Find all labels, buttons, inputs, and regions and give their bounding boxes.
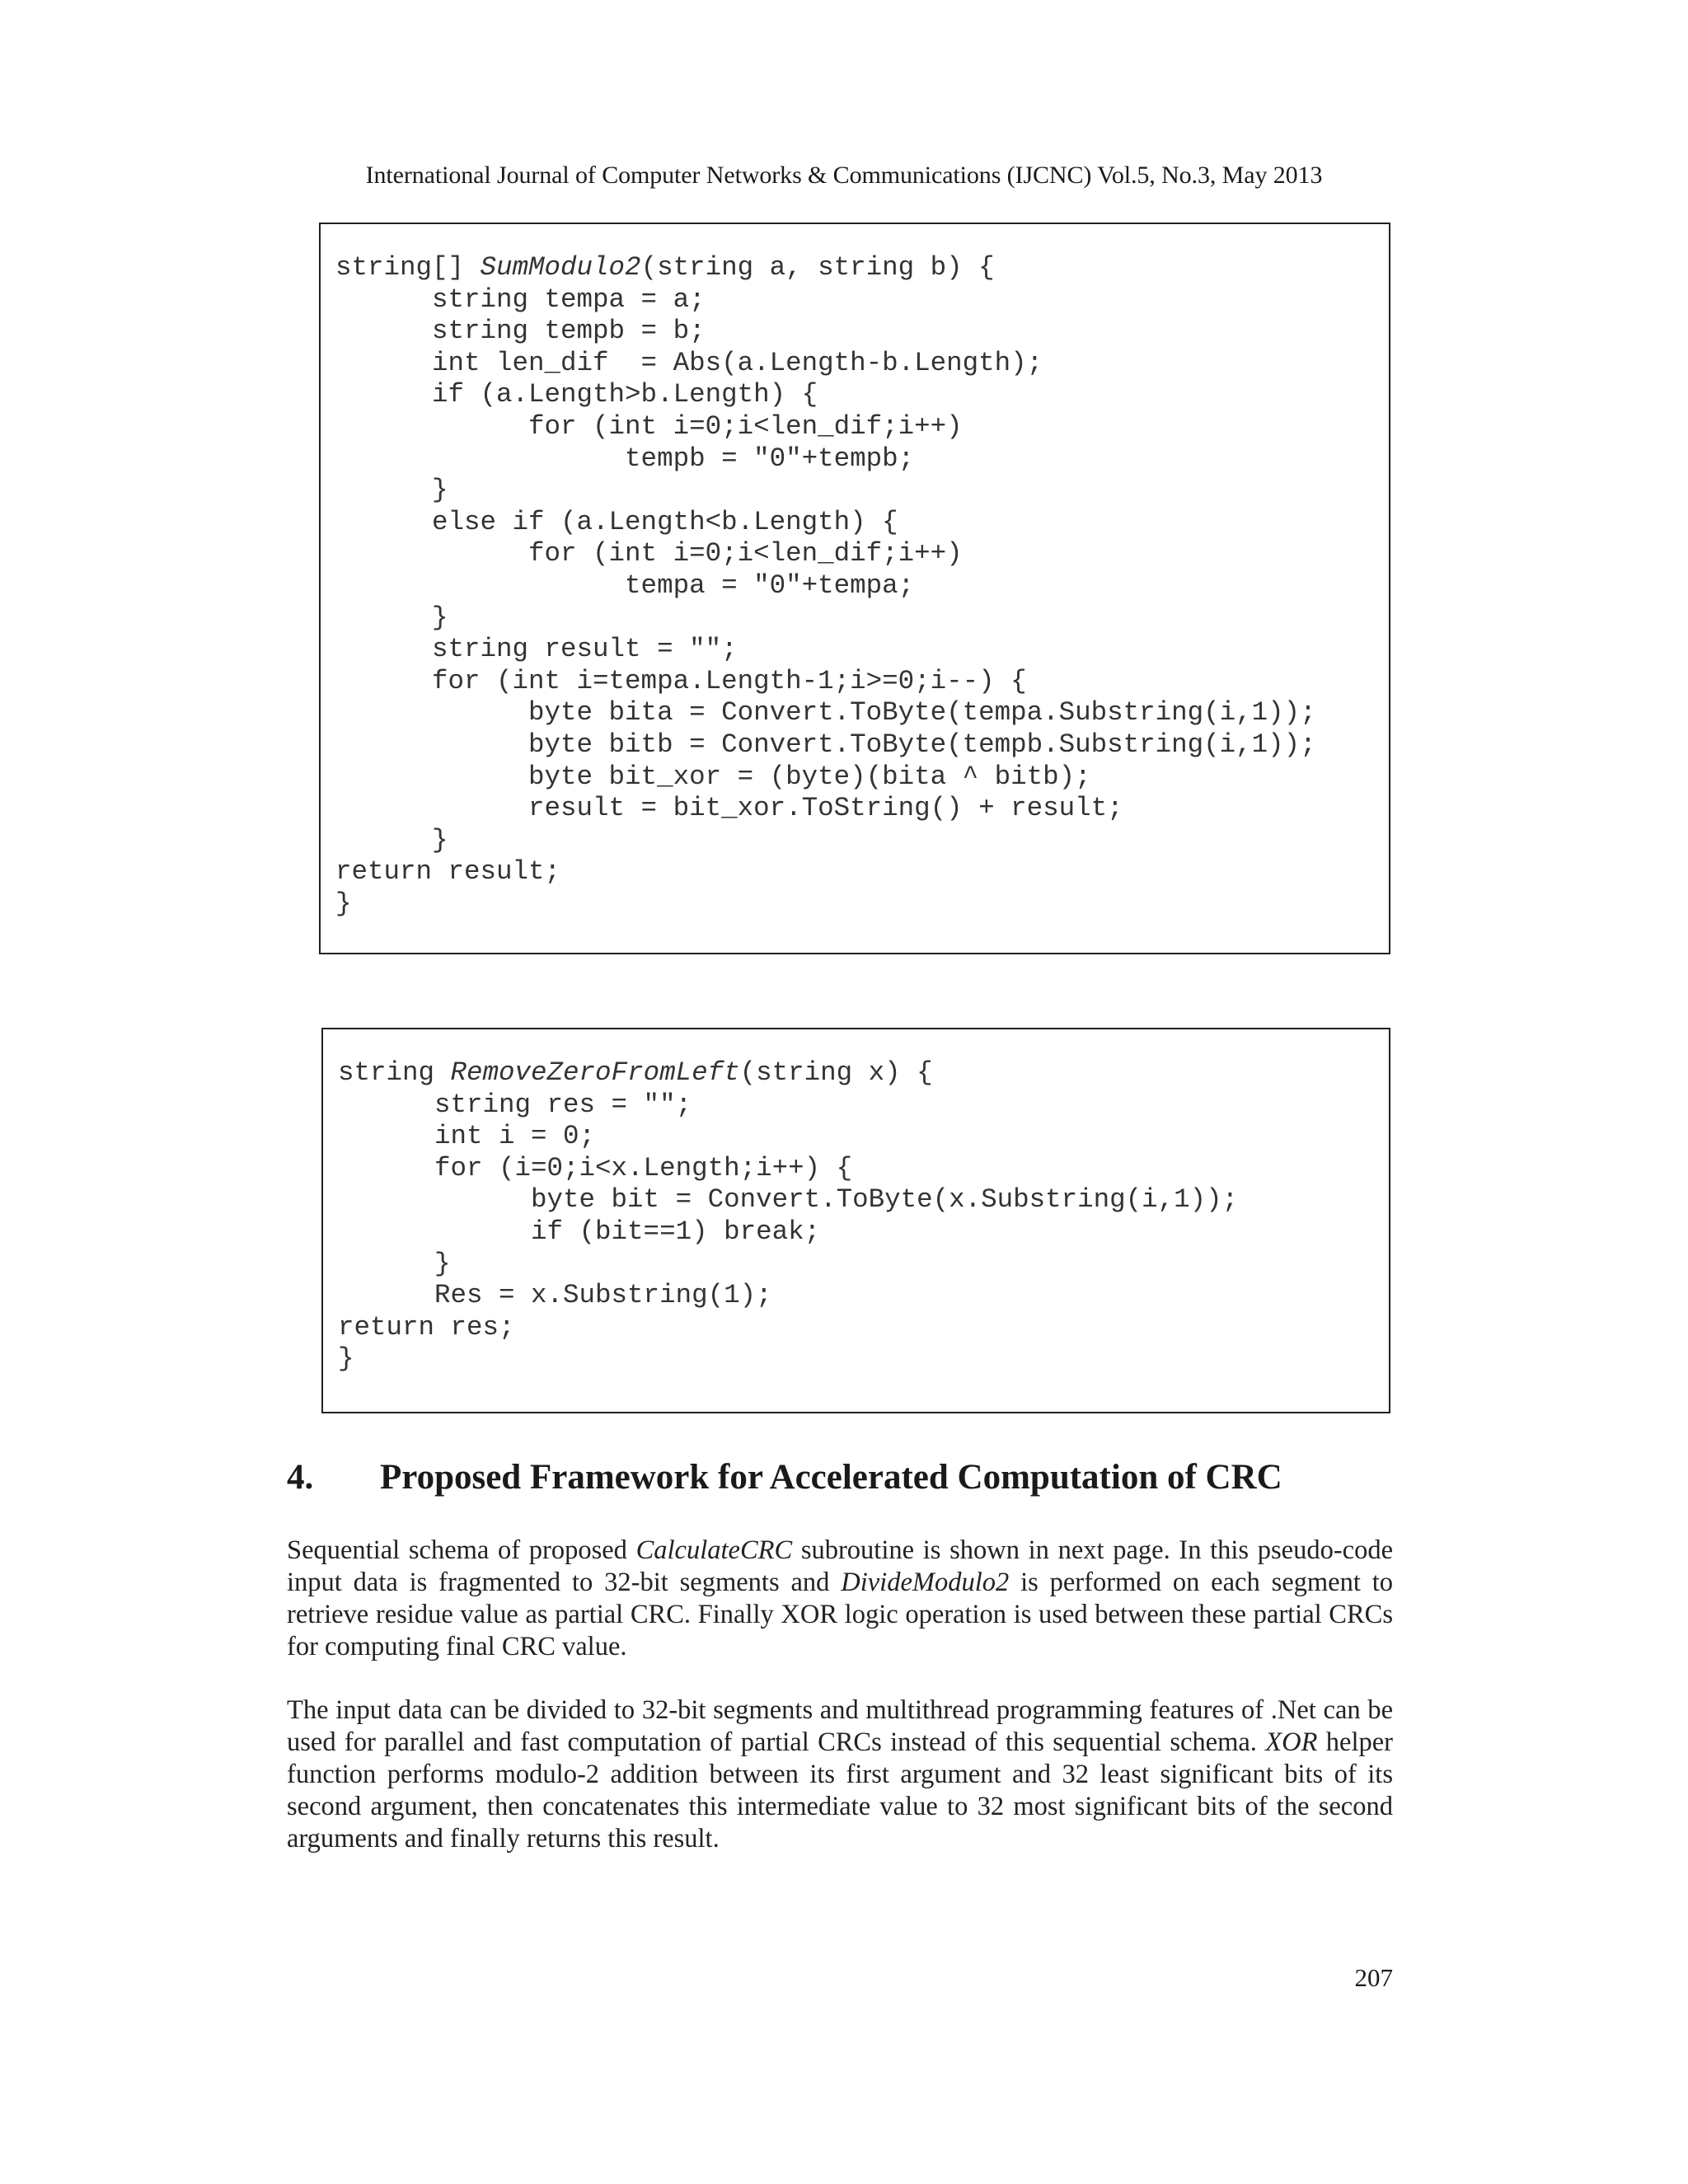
code-lines — [335, 252, 1316, 920]
code-line: byte bit_xor = (byte)(bita ^ bitb); — [335, 761, 1091, 792]
section-heading — [287, 1457, 1282, 1497]
code-line: return res; — [338, 1311, 515, 1343]
code-line: } — [338, 1248, 451, 1279]
code-line: else if (a.Length<b.Length) { — [335, 506, 898, 537]
code-line: string res = ""; — [338, 1089, 692, 1120]
function-name: RemoveZeroFromLeft — [450, 1057, 740, 1088]
italic-term: CalculateCRC — [635, 1535, 793, 1565]
code-line: } — [335, 824, 448, 855]
code-line: string RemoveZeroFromLeft(string x) { — [338, 1057, 933, 1088]
paragraph: The input data can be divided to 32-bit segments and multithread programming features of .Net can be used for parallel and fast computation of partial CRCs instead of this sequential schema. XOR helper function performs modulo-2 addition between its first argument and 32 least significant bits of its second argument, then concatenates this intermediate value to 32 most significant bits of the second arguments and finally returns this result. — [287, 1695, 1394, 1854]
section-number: 4. — [287, 1458, 314, 1497]
page-number: 207 — [1354, 1963, 1393, 1992]
code-line: } — [335, 475, 448, 506]
italic-term: XOR — [1265, 1727, 1318, 1757]
code-line: string result = ""; — [335, 634, 738, 665]
italic-term: DivideModulo2 — [841, 1568, 1010, 1597]
code-line: byte bit = Convert.ToByte(x.Substring(i,1)); — [338, 1184, 1239, 1216]
code-listing-sum-modulo2 — [319, 223, 1390, 954]
code-line: int i = 0; — [338, 1121, 596, 1152]
code-lines — [338, 1057, 1238, 1376]
code-line: Res = x.Substring(1); — [338, 1280, 772, 1311]
code-line: for (int i=0;i<len_dif;i++) — [335, 410, 963, 442]
code-line: if (a.Length>b.Length) { — [335, 379, 818, 410]
code-line: tempa = "0"+tempa; — [335, 569, 915, 601]
code-line: } — [338, 1343, 354, 1375]
code-line: } — [335, 602, 448, 633]
code-line: for (i=0;i<x.Length;i++) { — [338, 1152, 853, 1183]
code-line: string tempa = a; — [335, 284, 706, 315]
code-line: byte bita = Convert.ToByte(tempa.Substring(i,1)); — [335, 697, 1316, 729]
code-line: string tempb = b; — [335, 316, 706, 347]
code-line: tempb = "0"+tempb; — [335, 443, 915, 474]
running-header: International Journal of Computer Networks & Communications (IJCNC) Vol.5, No.3, May 2013 — [365, 162, 1323, 189]
function-name: SumModulo2 — [480, 252, 641, 283]
code-line: result = bit_xor.ToString() + result; — [335, 793, 1123, 824]
code-line: byte bitb = Convert.ToByte(tempb.Substring(i,1)); — [335, 729, 1316, 760]
code-line: string[] SumModulo2(string a, string b) { — [335, 252, 995, 283]
code-line: int len_dif = Abs(a.Length-b.Length); — [335, 347, 1043, 378]
code-line: for (int i=0;i<len_dif;i++) — [335, 538, 963, 569]
code-listing-remove-zero-from-left — [321, 1028, 1390, 1413]
code-line: return result; — [335, 856, 561, 888]
code-line: for (int i=tempa.Length-1;i>=0;i--) { — [335, 665, 1027, 696]
paragraph: Sequential schema of proposed CalculateCRC subroutine is shown in next page. In this pseudo-code input data is fragmented to 32-bit segments and DivideModulo2 is performed on each segment to retrieve residue value as partial CRC. Finally XOR logic operation is used between these partial CRCs for computing final CRC value. — [287, 1535, 1394, 1661]
code-line: } — [335, 888, 352, 919]
code-line: if (bit==1) break; — [338, 1216, 821, 1247]
section-title: Proposed Framework for Accelerated Computation of CRC — [380, 1458, 1282, 1497]
